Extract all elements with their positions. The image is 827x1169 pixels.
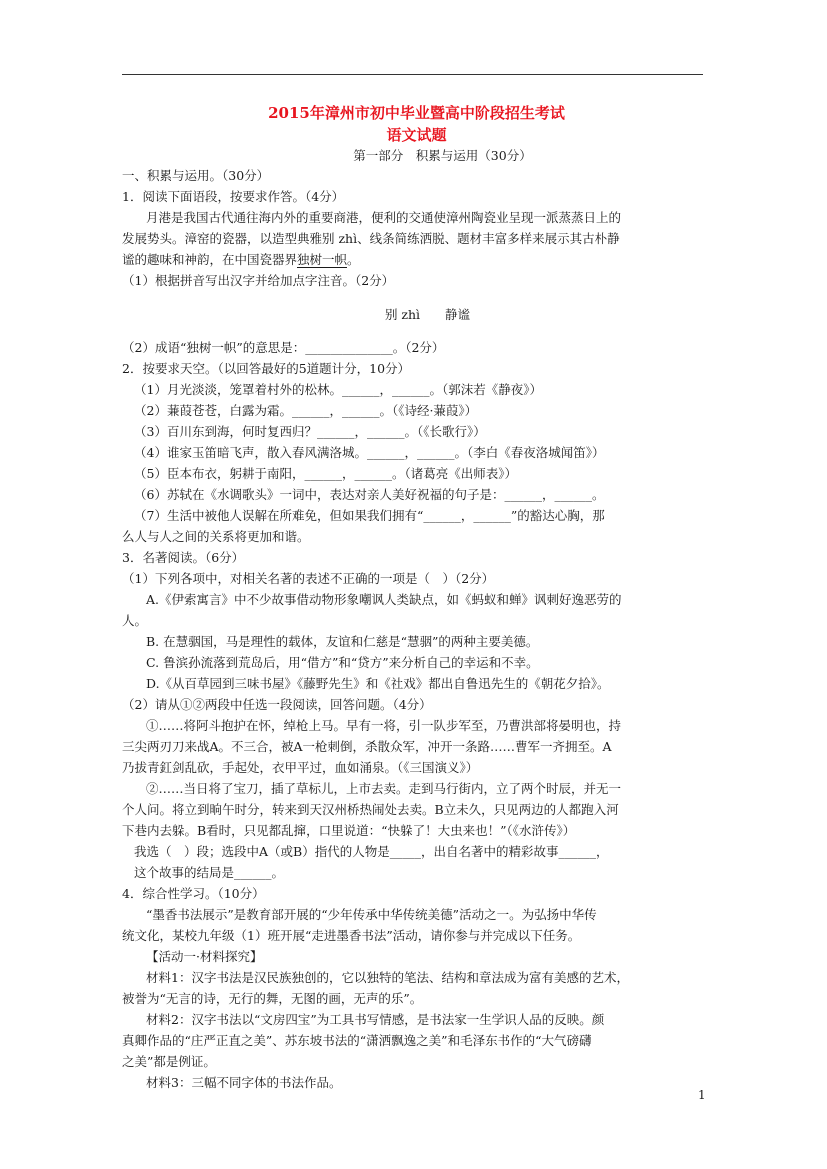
passage-2-line: ②……当日将了宝刀，插了草标儿，上市去卖。走到马行街内，立了两个时辰，并无一 — [146, 781, 622, 796]
question-2-item: （6）苏轼在《水调歌头》一词中，表达对亲人美好祝福的句子是：______，______。 — [134, 487, 605, 502]
question-2-item: （7）生活中被他人误解在所难免，但如果我们拥有“______，______”的豁达心胸，那 — [134, 508, 605, 523]
material-1-line: 被誉为“无言的诗，无行的舞，无图的画，无声的乐”。 — [122, 991, 423, 1006]
passage-1-line: 三尖两刃刀来战A。不三合，被A一枪刺倒，杀散众军，冲开一条路……曹军一齐拥至。A — [122, 739, 612, 754]
question-2-item: （5）臣本布衣，躬耕于南阳，______，______。（诸葛亮《出师表》） — [134, 466, 517, 481]
material-2-line: 材料2：汉字书法以“文房四宝”为工具书写情感，是书法家一生学识人品的反映。颜 — [146, 1012, 605, 1027]
question-2-item: 么人与人之间的关系将更加和谐。 — [122, 529, 310, 544]
question-2-item: （1）月光淡淡，笼罩着村外的松林。______，______。（郭沫若《静夜》） — [134, 382, 542, 397]
question-3-2: （2）请从①②两段中任选一段阅读，回答问题。（4分） — [122, 697, 432, 712]
exam-page — [122, 102, 703, 1093]
question-3: 3．名著阅读。（6分） — [122, 550, 245, 565]
passage-2-line: 个人问。将立到晌午时分，转来到天汉州桥热闹处去卖。B立未久，只见两边的人都跑入河 — [122, 802, 619, 817]
section-1-heading: 一、积累与运用。（30分） — [122, 168, 270, 183]
material-2-line: 之美”都是例证。 — [122, 1054, 216, 1069]
page-number: 1 — [698, 1088, 706, 1102]
question-2-item: （2）蒹葭苍苍，白露为霜。______，______。（《诗经·蒹葭》） — [134, 403, 478, 418]
q1-text: 。 — [347, 252, 360, 267]
underlined-idiom: 独树一帜 — [297, 252, 348, 267]
q1-paragraph-line — [122, 249, 703, 270]
answer-prompt: 我选（ ）段；选段中A（或B）指代的人物是_____，出自名著中的精彩故事______， — [134, 844, 609, 859]
option-a: A.《伊索寓言》中不少故事借动物形象嘲讽人类缺点，如《蚂蚁和蝉》讽刺好逸恶劳的 — [146, 592, 622, 607]
question-3-1: （1）下列各项中，对相关名著的表述不正确的一项是（ ）（2分） — [122, 571, 495, 586]
option-c: C. 鲁滨孙流落到荒岛后，用“借方”和“贷方”来分析自己的幸运和不幸。 — [146, 655, 539, 670]
q4-intro-line: 统文化，某校九年级（1）班开展“走进墨香书法”活动，请你参与并完成以下任务。 — [122, 928, 581, 943]
exam-title: 2015年漳州市初中毕业暨高中阶段招生考试 — [268, 104, 565, 122]
activity-1-heading: 【活动一·材料探究】 — [146, 949, 263, 964]
pinyin-prompt: 别 zhì 静谧 — [384, 306, 471, 322]
option-d: D.《从百草园到三味书屋》《藤野先生》和《社戏》都出自鲁迅先生的《朝花夕拾》。 — [146, 676, 610, 691]
q1-paragraph-line: 月港是我国古代通往海内外的重要商港，便利的交通使漳州陶瓷业呈现一派蒸蒸日上的 — [146, 210, 622, 225]
header-rule — [122, 74, 703, 75]
material-3-line: 材料3：三幅不同字体的书法作品。 — [146, 1075, 342, 1090]
part-heading: 第一部分 积累与运用（30分） — [353, 148, 532, 163]
question-4: 4．综合性学习。（10分） — [122, 886, 265, 901]
exam-subtitle: 语文试题 — [386, 126, 447, 144]
q4-intro-line: “墨香书法展示”是教育部开展的“少年传承中华传统美德”活动之一。为弘扬中华传 — [146, 907, 597, 922]
passage-1-line: 乃拔青釭剑乱砍，手起处，衣甲平过，血如涌泉。（《三国演义》） — [122, 760, 479, 775]
option-a-cont: 人。 — [122, 613, 148, 628]
question-1: 1．阅读下面语段，按要求作答。（4分） — [122, 189, 345, 204]
material-1-line: 材料1：汉字书法是汉民族独创的，它以独特的笔法、结构和章法成为富有美感的艺术， — [146, 970, 629, 985]
passage-1-line: ①……将阿斗抱护在怀，绰枪上马。早有一将，引一队步军至，乃曹洪部将晏明也，持 — [146, 718, 622, 733]
answer-prompt: 这个故事的结局是______。 — [134, 865, 285, 880]
question-2: 2．按要求天空。（以回答最好的5道题计分，10分） — [122, 361, 411, 376]
material-2-line: 真卿作品的“庄严正直之美”、苏东坡书法的“潇洒飘逸之美”和毛泽东书作的“大气磅礴 — [122, 1033, 592, 1048]
option-b: B. 在慧骃国，马是理性的载体，友谊和仁慈是“慧骃”的两种主要美德。 — [146, 634, 539, 649]
question-1-2: （2）成语“独树一帜”的意思是：______________。（2分） — [122, 340, 445, 355]
passage-2-line: 下巷内去躲。B看时，只见都乱撺，口里说道：“快躲了！大虫来也！”（《水浒传》） — [122, 823, 576, 838]
question-2-item: （4）谁家玉笛暗飞声，散入春风满洛城。______，______。（李白《春夜洛城闻笛》） — [134, 445, 605, 460]
question-2-item: （3）百川东到海，何时复西归？______，______。（《长歌行》） — [134, 424, 486, 439]
q1-text: 谧的趣味和神韵，在中国瓷器界 — [122, 252, 298, 267]
q1-paragraph-line: 发展势头。漳窑的瓷器，以造型典雅别 zhì、线条简练洒脱、题材丰富多样来展示其古朴静 — [122, 231, 620, 246]
question-1-1: （1）根据拼音写出汉字并给加点字注音。（2分） — [122, 273, 395, 288]
